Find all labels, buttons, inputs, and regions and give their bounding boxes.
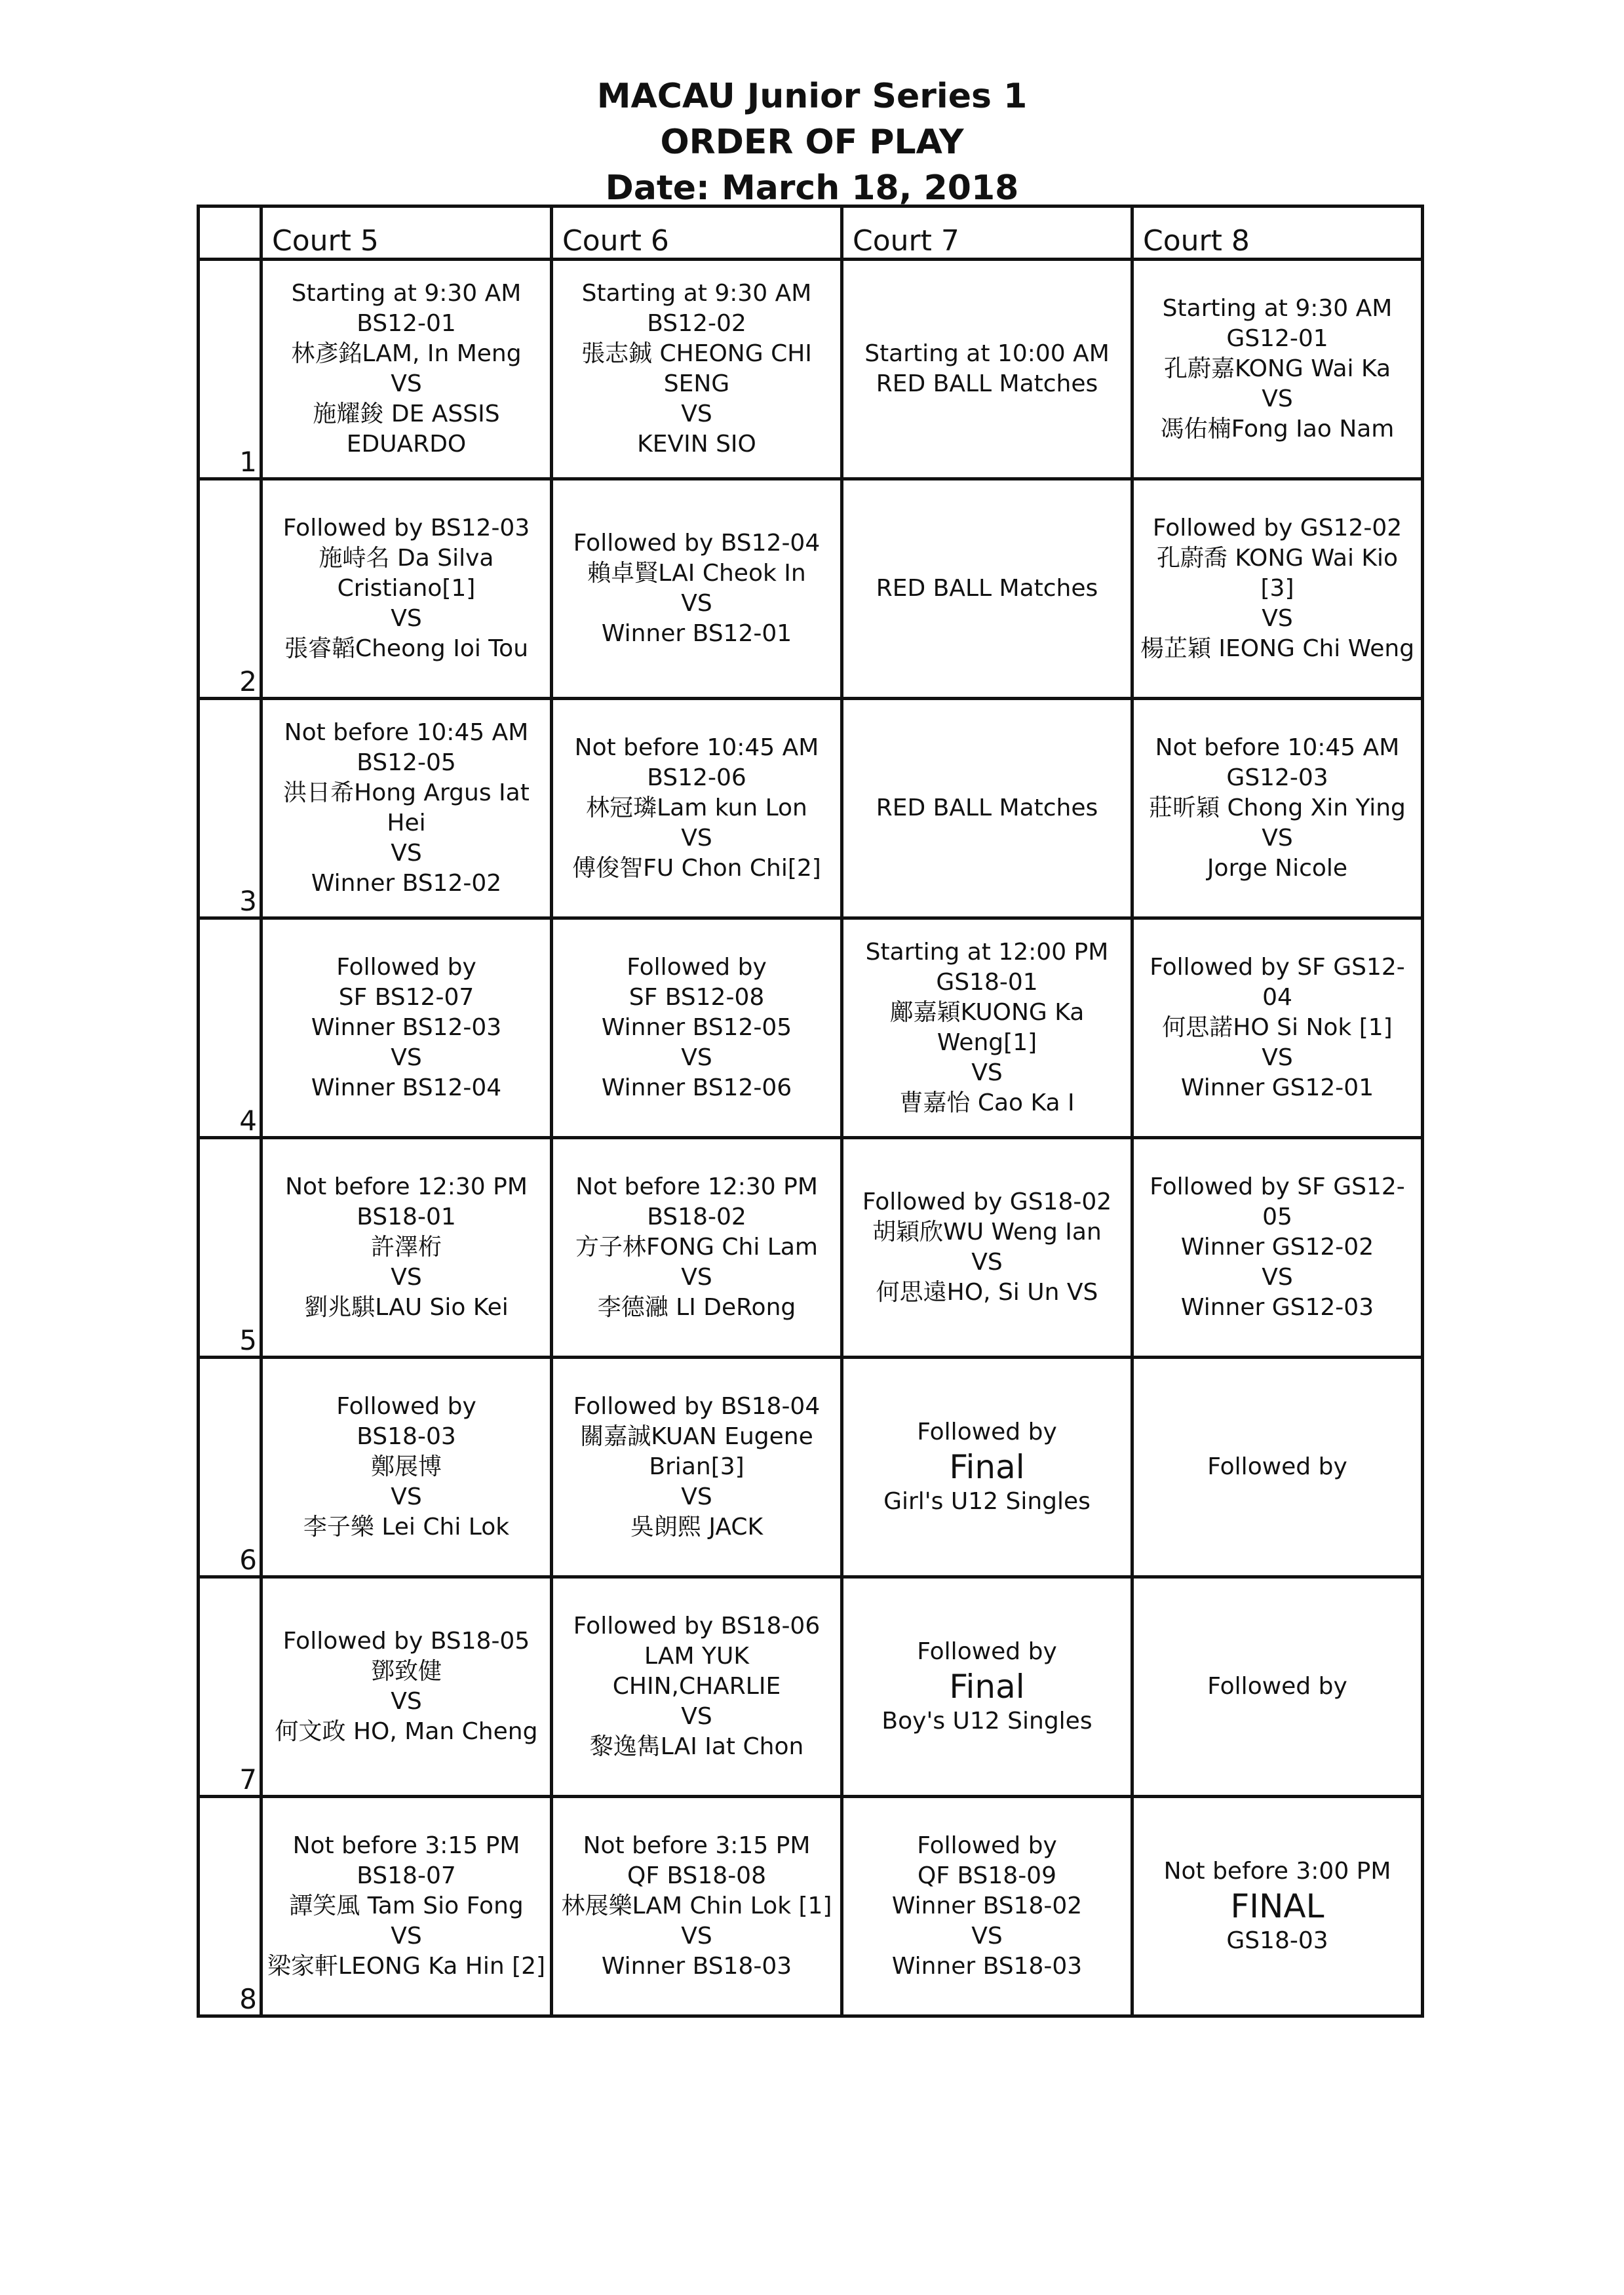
court-header: Court 8 [1132,206,1423,260]
row-number-cell [199,918,261,1138]
document-subtitle: ORDER OF PLAY [660,123,964,162]
row-number-cell [199,1577,261,1797]
match-line: Followed by [336,954,476,981]
match-line: 方子林FONG Chi Lam [575,1234,818,1261]
row-number-cell [199,1797,261,2016]
match-line: Girl's U12 Singles [883,1488,1091,1515]
match-line: QF BS18-09 [917,1862,1056,1889]
match-line: Not before 3:15 PM [583,1832,811,1859]
match-cell [1132,260,1423,479]
match-line: VS [681,1923,712,1950]
schedule-row [199,1797,1423,2016]
row-number: 2 [239,665,257,697]
match-line: 何思諾HO Si Nok [1] [1162,1014,1393,1041]
match-line: BS18-03 [357,1423,456,1450]
match-cell [842,918,1132,1138]
match-line: Starting at 9:30 AM [1162,295,1393,322]
match-line: VS [1262,825,1293,852]
match-line: Followed by [917,1832,1057,1859]
match-line: Followed by [1207,1453,1347,1480]
match-line: GS18-01 [936,969,1038,996]
match-line: GS18-03 [1226,1927,1328,1954]
match-line: 林冠璘Lam kun Lon [586,794,807,821]
match-line: Not before 12:30 PM [285,1173,528,1200]
schedule-body [199,260,1423,2016]
match-line: GS12-01 [1226,325,1328,352]
match-cell [552,1797,842,2016]
match-cell [552,1358,842,1577]
match-line: EDUARDO [346,431,467,458]
match-line: Not before 10:45 AM [574,734,819,761]
match-cell [552,699,842,918]
match-line: 何思遠HO, Si Un VS [876,1279,1098,1306]
match-line: 施耀鋑 DE ASSIS [313,401,500,427]
row-number-cell [199,260,261,479]
match-line: VS [681,1703,712,1730]
match-cell [842,1358,1132,1577]
match-line: SF BS12-08 [628,984,765,1011]
row-number-cell [199,699,261,918]
schedule-row [199,699,1423,918]
match-line: 孔蔚嘉KONG Wai Ka [1163,355,1391,382]
match-line: 鄧致健 [370,1658,442,1685]
match-line: [3] [1260,575,1294,602]
match-line: 05 [1262,1204,1292,1230]
match-line: GS12-03 [1226,764,1328,791]
schedule-row [199,479,1423,699]
match-cell [1132,1358,1423,1577]
match-line: Followed by [336,1393,476,1420]
match-line: Not before 3:15 PM [292,1832,520,1859]
match-line: 鄺嘉穎KUONG Ka [889,999,1085,1026]
match-line: VS [681,825,712,852]
match-cell [842,1577,1132,1797]
match-line: Starting at 12:00 PM [865,939,1109,966]
match-line: BS12-06 [647,764,746,791]
match-line: 張睿韜Cheong Ioi Tou [284,635,529,662]
match-cell [261,1138,552,1358]
match-line: Winner BS12-03 [311,1014,502,1041]
match-line: 04 [1262,984,1292,1011]
match-line: RED BALL Matches [876,575,1098,602]
match-cell [261,479,552,699]
match-line: Winner GS12-02 [1180,1234,1374,1261]
match-line: 施峙名 Da Silva [319,545,494,572]
row-number: 5 [239,1324,257,1356]
match-cell [261,1358,552,1577]
match-line: 關嘉誠KUAN Eugene [580,1423,813,1450]
row-number: 4 [239,1105,257,1137]
match-line: VS [391,1923,422,1950]
order-of-play-table [197,205,1424,2018]
match-line: Followed by BS18-06 [573,1613,821,1639]
court-header-row [199,206,1423,260]
schedule-row [199,260,1423,479]
match-cell [1132,699,1423,918]
match-cell [552,918,842,1138]
document-title: MACAU Junior Series 1 [596,77,1028,116]
document-header [0,73,1624,211]
match-line: 梁家軒LEONG Ka Hin [2] [267,1953,546,1980]
match-line: VS [391,1483,422,1510]
match-line: 林彥銘LAM, In Meng [291,340,522,367]
match-line: VS [391,370,422,397]
match-line: VS [971,1059,1003,1086]
match-line: Winner BS18-03 [601,1953,792,1980]
match-line: BS12-02 [647,310,746,337]
match-cell [1132,1797,1423,2016]
match-line: Followed by GS12-02 [1152,515,1402,541]
match-line: 馮佑楠Fong Iao Nam [1160,416,1395,442]
match-line: 譚笑風 Tam Sio Fong [289,1893,524,1919]
row-number: 3 [239,885,257,917]
match-line: Winner BS12-01 [601,620,792,647]
match-line: Boy's U12 Singles [881,1708,1092,1735]
match-cell [552,479,842,699]
match-line: Winner BS18-03 [891,1953,1083,1980]
schedule-row [199,1138,1423,1358]
corner-cell [199,206,261,260]
row-number-cell [199,479,261,699]
match-line: BS12-01 [357,310,456,337]
match-line: Not before 3:00 PM [1163,1858,1391,1885]
match-line: Not before 10:45 AM [284,719,529,746]
match-cell [552,1577,842,1797]
match-line: RED BALL Matches [876,794,1098,821]
match-line: BS18-07 [357,1862,456,1889]
match-line: SF BS12-07 [338,984,474,1011]
match-line: VS [391,1688,422,1715]
match-line: RED BALL Matches [876,370,1098,397]
match-cell [261,1577,552,1797]
match-line: Followed by SF GS12- [1150,1173,1405,1200]
match-line: VS [681,1044,712,1071]
row-number-cell [199,1138,261,1358]
match-line: 鄭展博 [370,1453,442,1480]
match-line: 吳朗熙 JACK [630,1514,764,1540]
match-line: BS12-05 [357,749,456,776]
match-line: VS [681,401,712,427]
match-line: 李子樂 Lei Chi Lok [303,1514,510,1540]
match-line: 劉兆騏LAU Sio Kei [304,1294,509,1321]
match-line: VS [1262,385,1293,412]
match-line: CHIN,CHARLIE [612,1673,781,1700]
schedule-row [199,1358,1423,1577]
match-line: 李德瀜 LI DeRong [597,1294,796,1321]
match-line: Followed by BS18-04 [573,1393,821,1420]
match-line: Followed by SF GS12- [1150,954,1405,981]
match-line: Followed by [627,954,767,981]
match-line: Not before 12:30 PM [575,1173,818,1200]
court-header: Court 6 [552,206,842,260]
match-line: LAM YUK [644,1643,749,1670]
match-line: Hei [387,810,426,836]
match-line: 賴卓賢LAI Cheok In [587,560,806,587]
match-line: VS [681,1264,712,1291]
court-header: Court 7 [842,206,1132,260]
match-line: Winner BS18-02 [891,1893,1083,1919]
match-line: VS [681,590,712,617]
match-line: 黎逸雋LAI Iat Chon [589,1733,804,1760]
match-line: Followed by BS18-05 [282,1628,530,1655]
match-line: 傅俊智FU Chon Chi[2] [572,855,821,882]
court-header: Court 5 [261,206,552,260]
match-line: Final [949,1668,1025,1706]
match-line: Final [949,1448,1025,1486]
match-line: Followed by [917,1638,1057,1665]
match-cell [1132,479,1423,699]
match-line: 曹嘉怡 Cao Ka I [899,1089,1075,1116]
match-line: Not before 10:45 AM [1155,734,1400,761]
match-cell [842,1797,1132,2016]
match-line: VS [1262,1044,1293,1071]
match-line: BS18-01 [357,1204,456,1230]
match-line: Winner BS12-05 [601,1014,792,1041]
match-cell [842,699,1132,918]
match-line: VS [391,1264,422,1291]
row-number: 7 [239,1763,257,1795]
match-line: 林展樂LAM Chin Lok [1] [561,1893,832,1919]
match-cell [261,918,552,1138]
match-line: VS [681,1483,712,1510]
match-line: Winner GS12-01 [1180,1074,1374,1101]
document-date: Date: March 18, 2018 [605,168,1019,208]
match-line: FINAL [1230,1887,1324,1925]
match-line: 胡穎欣WU Weng Ian [872,1219,1102,1246]
match-line: VS [971,1249,1003,1276]
match-line: Winner GS12-03 [1180,1294,1374,1321]
match-line: KEVIN SIO [637,431,756,458]
match-cell [552,1138,842,1358]
match-line: 洪日希Hong Argus Iat [283,779,530,806]
match-line: QF BS18-08 [627,1862,766,1889]
match-line: VS [391,840,422,867]
schedule-row [199,1577,1423,1797]
match-line: VS [1262,605,1293,632]
match-cell [261,699,552,918]
row-number: 8 [239,1983,257,2015]
match-cell [842,260,1132,479]
match-line: 孔蔚喬 KONG Wai Kio [1156,545,1399,572]
match-cell [552,260,842,479]
match-line: VS [971,1923,1003,1950]
match-line: Weng[1] [937,1029,1037,1056]
match-line: 楊芷穎 IEONG Chi Weng [1140,635,1415,662]
match-line: Starting at 9:30 AM [581,280,812,307]
match-line: Starting at 10:00 AM [864,340,1110,367]
row-number: 1 [239,446,257,478]
match-line: 莊昕穎 Chong Xin Ying [1149,794,1406,821]
schedule-row [199,918,1423,1138]
match-line: SENG [663,370,730,397]
match-line: Followed by [917,1419,1057,1445]
match-line: Winner BS12-04 [311,1074,502,1101]
match-line: VS [391,605,422,632]
match-cell [1132,918,1423,1138]
match-line: Cristiano[1] [337,575,476,602]
match-line: Followed by BS12-04 [573,530,821,557]
match-cell [842,479,1132,699]
row-number: 6 [239,1544,257,1576]
match-line: 張志鋮 CHEONG CHI [581,340,812,367]
match-cell [261,260,552,479]
match-cell [1132,1577,1423,1797]
match-line: Winner BS12-06 [601,1074,792,1101]
match-line: BS18-02 [647,1204,746,1230]
match-line: Brian[3] [649,1453,744,1480]
match-cell [842,1138,1132,1358]
match-cell [261,1797,552,2016]
match-line: VS [1262,1264,1293,1291]
match-line: Followed by GS18-02 [862,1188,1112,1215]
match-cell [1132,1138,1423,1358]
match-line: Followed by [1207,1673,1347,1700]
match-line: 許澤桁 [370,1234,442,1261]
match-line: Jorge Nicole [1207,855,1348,882]
match-line: Followed by BS12-03 [282,515,530,541]
match-line: Winner BS12-02 [311,870,502,897]
match-line: 何文政 HO, Man Cheng [275,1718,538,1745]
match-line: VS [391,1044,422,1071]
match-line: Starting at 9:30 AM [291,280,522,307]
row-number-cell [199,1358,261,1577]
